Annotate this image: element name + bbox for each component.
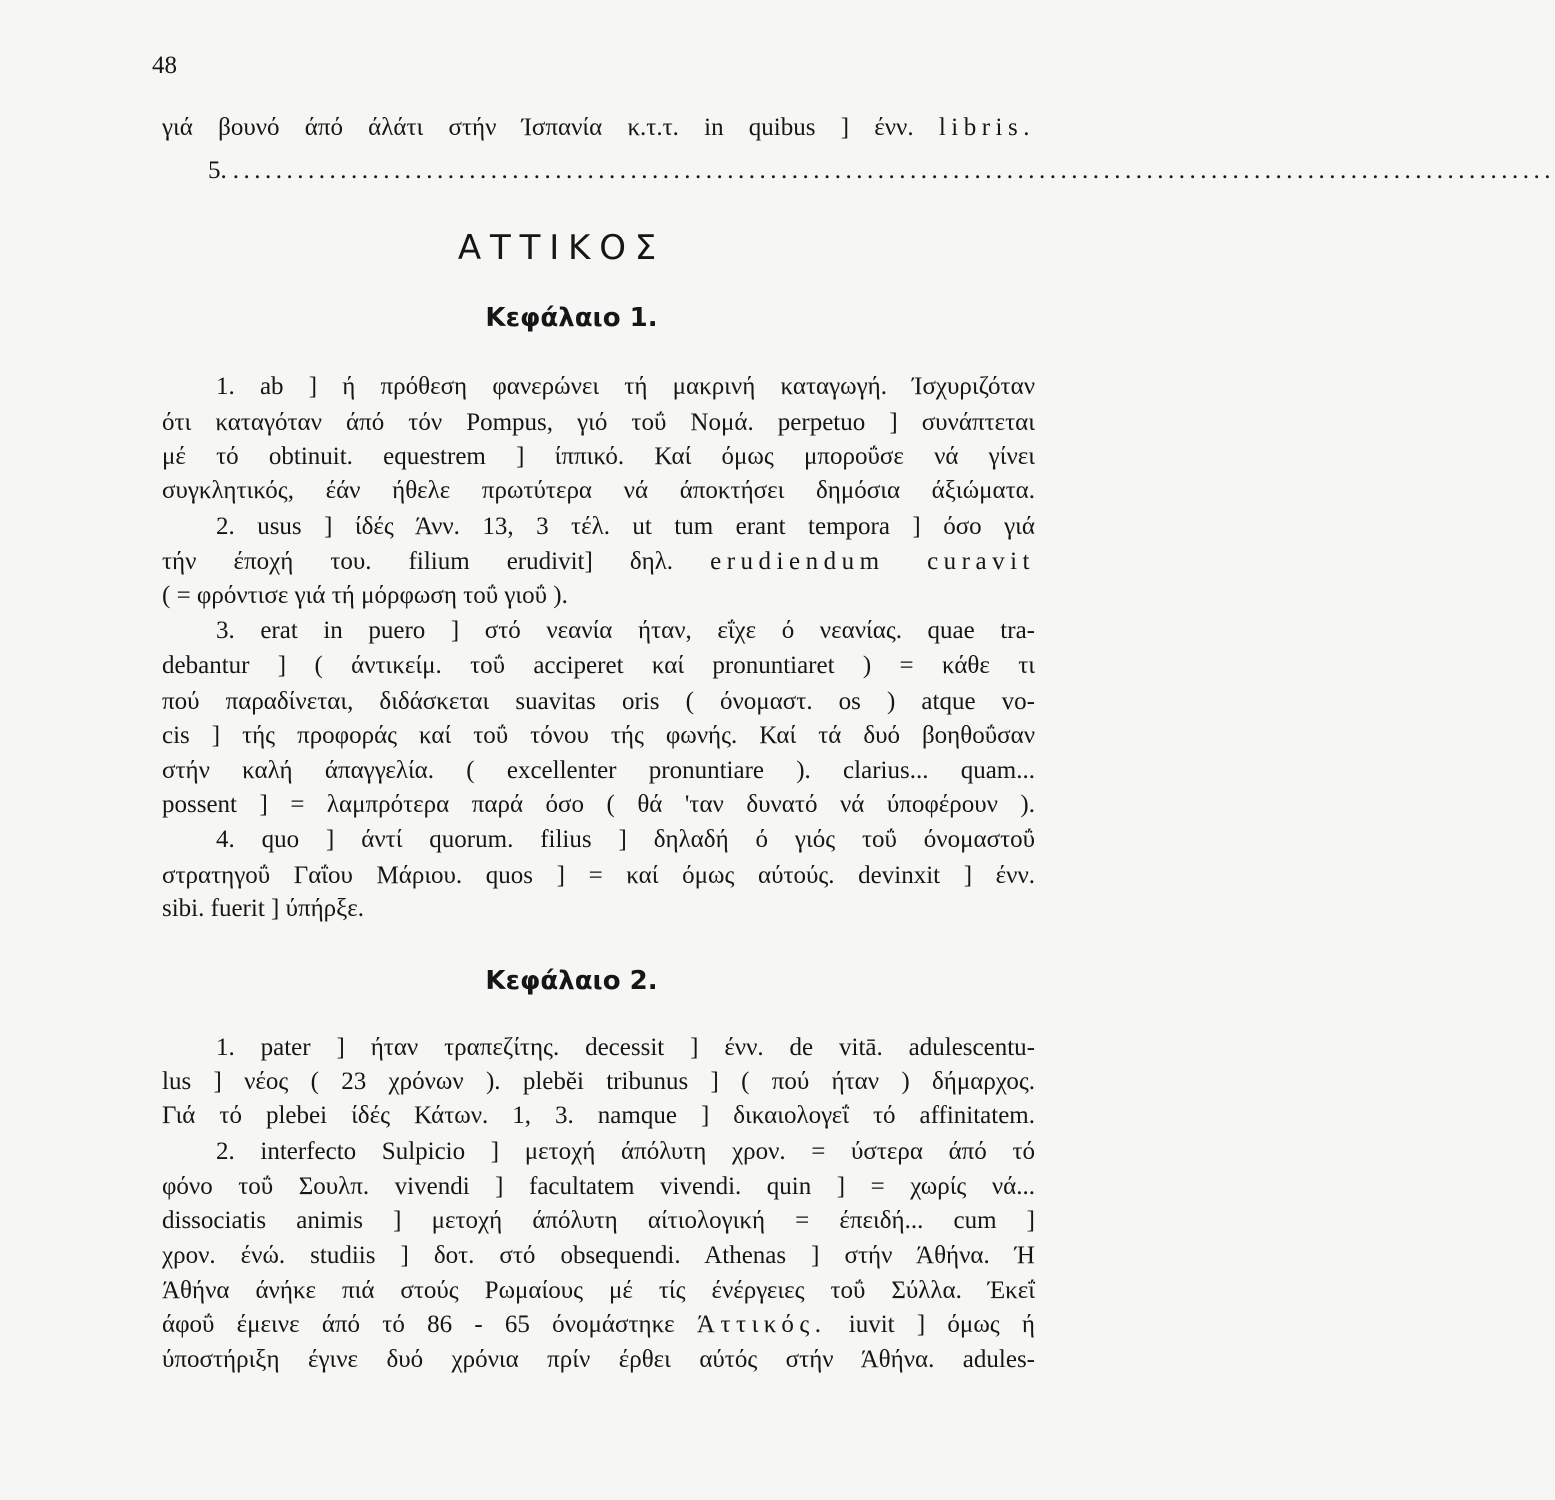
chapter-1-line: συγκλητικός, έάν ήθελε πρωτύτερα νά άποκτήσει δημόσια άξιώματα.	[162, 477, 1035, 504]
chapter-2-heading: Κεφάλαιο 2.	[485, 966, 658, 996]
chapter-1-line: 3. erat in puero ] στό νεανία ήταν, εΐχε ό νεανίας. quae tra-	[216, 617, 1035, 644]
main-title: ΑΤΤΙΚΟΣ	[457, 228, 666, 268]
chapter-1-line	[162, 548, 1035, 576]
chapter-2-line-text: iuvit ] όμως ή	[826, 1311, 1035, 1338]
intro-line-1-spaced: libris.	[938, 114, 1035, 141]
chapter-2-line: 1. pater ] ήταν τραπεζίτης. decessit ] ένν. de vitā. adulescentu-	[216, 1034, 1035, 1061]
chapter-1-line: debantur ] ( άντικείμ. τοΰ acciperet καί pronuntiaret ) = κάθε τι	[162, 652, 1035, 679]
chapter-2-line: Γιά τό plebei ίδές Κάτων. 1, 3. namque ] δικαιολογεΐ τό affinitatem.	[162, 1102, 1035, 1129]
chapter-2-line	[162, 1311, 1035, 1339]
chapter-1-line: στήν καλή άπαγγελία. ( excellenter pronuntiare ). clarius... quam...	[162, 757, 1035, 784]
chapter-1-line: ( = φρόντισε γιά τή μόρφωση τοΰ γιοΰ ).	[162, 582, 568, 609]
chapter-1-line-text: τήν έποχή του. filium erudivit] δηλ.	[162, 548, 711, 575]
intro-line-1	[162, 114, 1035, 142]
intro-line-1-text: γιά βουνό άπό άλάτι στήν Ίσπανία κ.τ.τ. in quibus ] ένν.	[162, 114, 939, 141]
chapter-1-line: 4. quo ] άντί quorum. filius ] δηλαδή ό γιός τοΰ όνομαστοΰ	[216, 826, 1035, 853]
chapter-2-line-text: άφοΰ έμεινε άπό τό 86 - 65 όνομάστηκε	[162, 1311, 697, 1338]
chapter-1-line-spaced: erudiendum curavit	[710, 548, 1035, 575]
chapter-2-line: dissociatis animis ] μετοχή άπόλυτη αίτιολογική = έπειδή... cum ]	[162, 1207, 1035, 1234]
chapter-1-line: possent ] = λαμπρότερα παρά όσο ( θά 'ταν δυνατό νά ύποφέρουν ).	[162, 791, 1035, 818]
chapter-2-line: φόνο τοΰ Σουλπ. vivendi ] facultatem vivendi. quin ] = χωρίς νά...	[162, 1173, 1035, 1200]
chapter-2-line: ύποστήριξη έγινε δυό χρόνια πρίν έρθει αύτός στήν Άθήνα. adules-	[162, 1346, 1035, 1373]
chapter-1-line: στρατηγοΰ Γαΐου Μάριου. quos ] = καί όμως αύτούς. devinxit ] ένν.	[162, 862, 1035, 889]
dotted-leader: ...........................................................................................................................	[232, 157, 1555, 184]
chapter-1-line: πού παραδίνεται, διδάσκεται suavitas oris ( όνομαστ. os ) atque vo-	[162, 688, 1035, 715]
chapter-2-line: lus ] νέος ( 23 χρόνων ). plebĕi tribunus ] ( πού ήταν ) δήμαρχος.	[162, 1068, 1035, 1095]
page-number: 48	[152, 52, 177, 79]
chapter-1-line: μέ τό obtinuit. equestrem ] ίππικό. Καί όμως μποροΰσε νά γίνει	[162, 443, 1035, 470]
chapter-2-line: χρον. ένώ. studiis ] δοτ. στό obsequendi. Athenas ] στήν Άθήνα. Ή	[162, 1242, 1035, 1269]
chapter-1-line: cis ] τής προφοράς καί τοΰ τόνου τής φωνής. Καί τά δυό βοηθοΰσαν	[162, 722, 1035, 749]
dotted-line-number: 5.	[208, 157, 227, 184]
chapter-2-line: 2. interfecto Sulpicio ] μετοχή άπόλυτη χρον. = ύστερα άπό τό	[216, 1138, 1035, 1165]
chapter-2-line-spaced: Άττικός.	[696, 1311, 827, 1338]
chapter-1-line: 1. ab ] ή πρόθεση φανερώνει τή μακρινή καταγωγή. Ίσχυριζόταν	[216, 373, 1035, 400]
chapter-2-line: Άθήνα άνήκε πιά στούς Ρωμαίους μέ τίς ένέργειες τοΰ Σύλλα. Έκεΐ	[162, 1277, 1035, 1304]
dotted-line	[208, 155, 1555, 185]
chapter-1-line: ότι καταγόταν άπό τόν Pompus, γιό τοΰ Νομά. perpetuo ] συνάπτεται	[162, 409, 1035, 436]
chapter-1-heading: Κεφάλαιο 1.	[485, 303, 658, 333]
chapter-1-line: sibi. fuerit ] ύπήρξε.	[162, 895, 365, 922]
chapter-1-line: 2. usus ] ίδές Άνν. 13, 3 τέλ. ut tum erant tempora ] όσο γιά	[216, 513, 1035, 540]
